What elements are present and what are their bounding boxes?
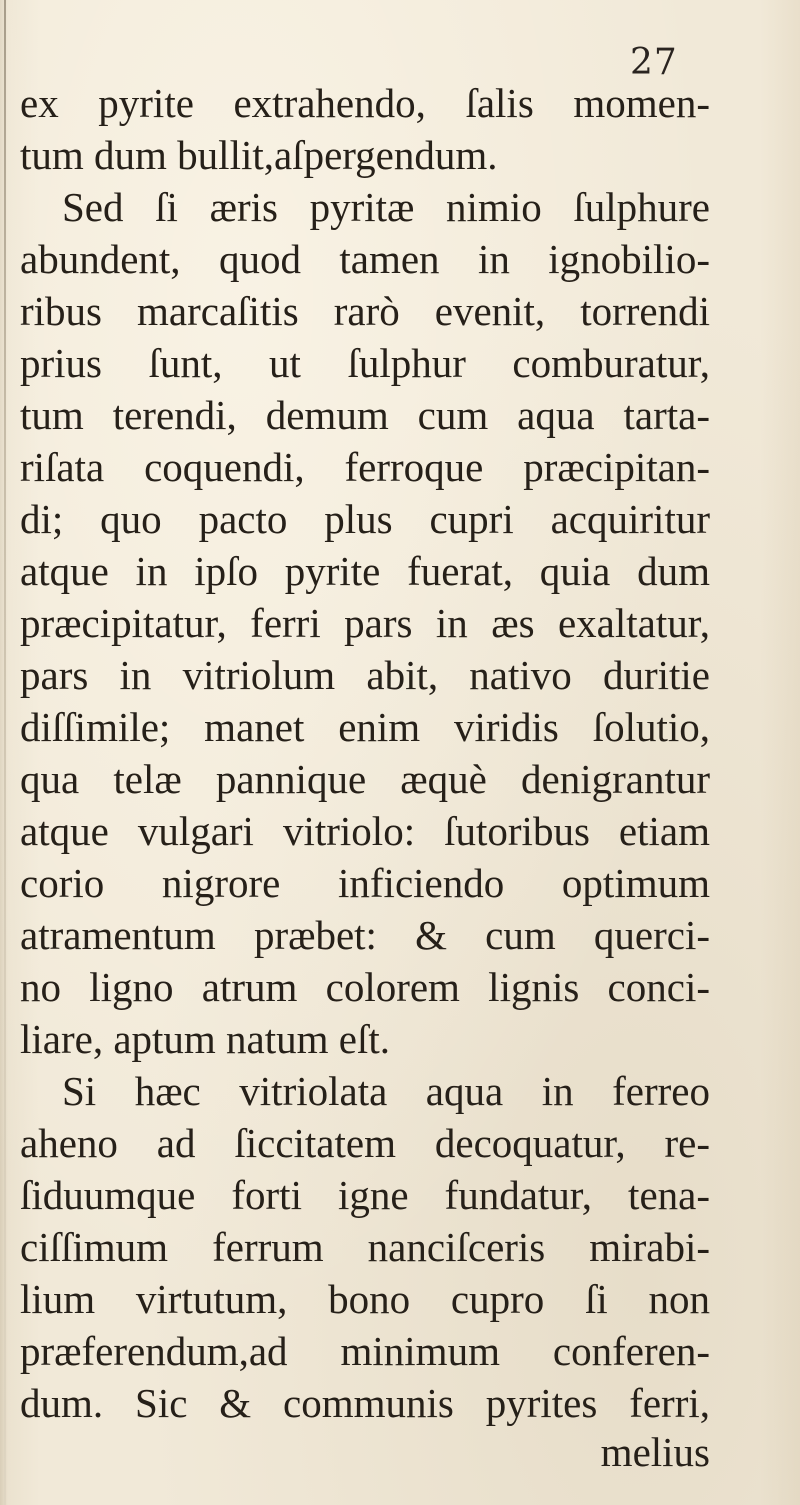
text-line: præferendum,ad minimum conferen- [20,1328,710,1374]
text-line: pars in vitriolum abit, nativo duritie [20,652,710,698]
page-number: 27 [630,42,678,83]
text-line: aheno ad ſiccitatem decoquatur, re- [20,1120,710,1166]
text-line: præcipitatur, ferri pars in æs exaltatur, [20,600,710,646]
text-line: riſata coquendi, ferroque præcipitan- [20,444,710,490]
text-line: Sed ſi æris pyritæ nimio ſulphure [62,184,710,230]
text-line: di; quo pacto plus cupri acquiritur [20,496,710,542]
catchword: melius [600,1429,710,1475]
text-line: atque vulgari vitriolo: ſutoribus etiam [20,808,710,854]
text-line: Si hæc vitriolata aqua in ferreo [62,1068,710,1114]
text-line: no ligno atrum colorem lignis conci- [20,964,710,1010]
text-line: lium virtutum, bono cupro ſi non [20,1276,710,1322]
text-line: liare, aptum natum eſt. [20,1016,391,1062]
text-line: tum dum bullit,aſpergendum. [20,132,498,178]
text-line: ciſſimum ferrum nanciſceris mirabi- [20,1224,710,1270]
text-line: diſſimile; manet enim viridis ſolutio, [20,704,710,750]
text-line: qua telæ pannique æquè denigrantur [20,756,710,802]
text-line: ſiduumque forti igne fundatur, tena- [20,1172,710,1218]
text-line: atque in ipſo pyrite fuerat, quia dum [20,548,710,594]
text-line: ribus marcaſitis rarò evenit, torrendi [20,288,710,334]
text-line: dum. Sic & communis pyrites ferri, [20,1380,710,1426]
text-line: ex pyrite extrahendo, ſalis momen- [20,80,710,126]
text-line: tum terendi, demum cum aqua tarta- [20,392,710,438]
text-line: abundent, quod tamen in ignobilio- [20,236,710,282]
text-line: corio nigrore inficiendo optimum [20,860,710,906]
text-line: prius ſunt, ut ſulphur comburatur, [20,340,710,386]
text-line: atramentum præbet: & cum querci- [20,912,710,958]
